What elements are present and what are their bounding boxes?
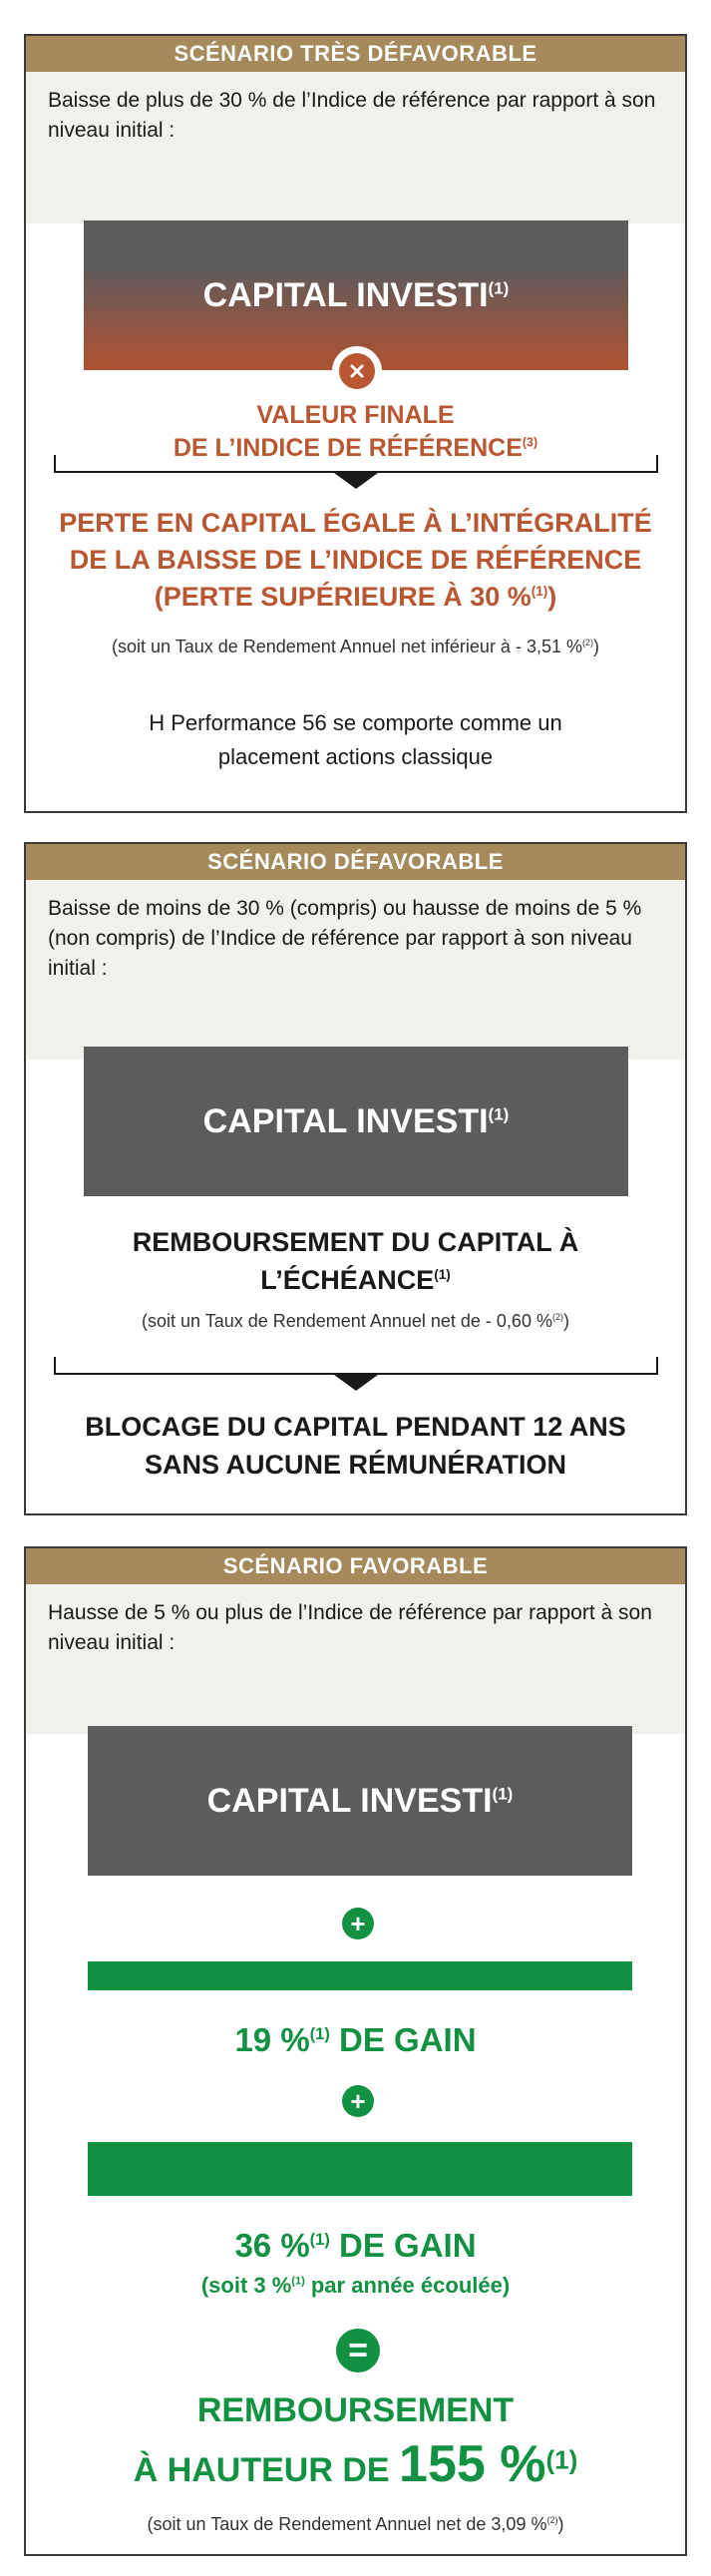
bracket-divider <box>54 455 658 473</box>
final-line-1: VALEUR FINALE <box>256 401 455 429</box>
block-line-1: BLOCAGE DU CAPITAL PENDANT 12 ANS <box>85 1412 626 1442</box>
footnote-ref: (1) <box>291 2275 305 2288</box>
footnote-ref: (1) <box>488 1104 510 1124</box>
capital-loss-text <box>26 505 685 616</box>
rate-text: (soit un Taux de Rendement Annuel net inférieur à - 3,51 % <box>112 637 582 656</box>
x-icon <box>332 346 382 396</box>
capital-blocking-text <box>26 1408 685 1484</box>
plus-symbol: + <box>350 1909 366 1938</box>
plus-symbol: + <box>350 2086 366 2116</box>
footnote-ref: (3) <box>522 435 538 450</box>
scenario-header: SCÉNARIO FAVORABLE <box>26 1548 685 1584</box>
per-year-note <box>26 2273 685 2299</box>
gain-2-text <box>26 2227 685 2265</box>
rate-close: ) <box>592 637 599 656</box>
scenario-unfavorable-card <box>24 842 687 1515</box>
rate-text: (soit un Taux de Rendement Annuel net de - 0,60 % <box>142 1311 552 1331</box>
scenario-description: Baisse de plus de 30 % de l’Indice de référence par rapport à son niveau initial : <box>26 72 685 223</box>
arrow-down-icon <box>334 473 378 489</box>
repay-line-2 <box>26 2434 685 2494</box>
perf-line-1: H Performance 56 se comporte comme un <box>149 710 562 735</box>
bracket-divider <box>54 1357 658 1375</box>
footnote-ref: (2) <box>546 2515 558 2525</box>
footnote-ref: (1) <box>434 1267 451 1282</box>
capital-invested-box <box>84 1047 628 1196</box>
footnote-ref: (1) <box>309 2025 330 2043</box>
repay-value: 155 % <box>399 2435 546 2493</box>
scenario-header: SCÉNARIO TRÈS DÉFAVORABLE <box>26 36 685 72</box>
final-line-2: DE L’INDICE DE RÉFÉRENCE <box>173 434 523 462</box>
repay-line-2: L’ÉCHÉANCE <box>260 1265 435 1295</box>
loss-close: ) <box>547 582 557 612</box>
plus-icon <box>342 2085 374 2117</box>
block-line-2: SANS AUCUNE RÉMUNÉRATION <box>144 1450 566 1480</box>
footnote-ref: (1) <box>531 584 548 599</box>
gain-2-value: 36 % <box>234 2227 310 2264</box>
capital-invested-box <box>88 1726 632 1876</box>
scenario-description: Baisse de moins de 30 % (compris) ou hausse de moins de 5 % (non compris) de l’Indice de référence par rapport à son niveau initial : <box>26 880 685 1060</box>
repay-prefix: À HAUTEUR DE <box>133 2451 400 2489</box>
arrow-down-icon <box>334 1375 378 1391</box>
capital-invested-label: CAPITAL INVESTI <box>202 1102 489 1140</box>
rate-close: ) <box>562 1311 569 1331</box>
gain-2-label: DE GAIN <box>329 2227 477 2264</box>
footnote-ref: (1) <box>492 1784 514 1804</box>
equals-symbol: = <box>348 2332 368 2369</box>
footnote-ref: (2) <box>581 638 593 647</box>
footnote-ref: (1) <box>309 2231 330 2249</box>
capital-repayment-text <box>26 1223 685 1299</box>
repay-line-1: REMBOURSEMENT <box>196 2391 515 2429</box>
scenario-description: Hausse de 5 % ou plus de l’Indice de référence par rapport à son niveau initial : <box>26 1584 685 1734</box>
loss-line-1: PERTE EN CAPITAL ÉGALE À L’INTÉGRALITÉ <box>59 508 652 538</box>
footnote-ref: (2) <box>551 1312 563 1322</box>
gain-1-text <box>26 2021 685 2059</box>
performance-note <box>26 706 685 774</box>
footnote-ref: (1) <box>488 278 510 298</box>
annual-return-note <box>26 1311 685 1332</box>
capital-invested-label: CAPITAL INVESTI <box>206 1782 493 1820</box>
gain-1-value: 19 % <box>234 2021 310 2058</box>
scenario-very-unfavorable-card <box>24 34 687 813</box>
repay-line-1: REMBOURSEMENT DU CAPITAL À <box>132 1227 579 1257</box>
loss-line-2: DE LA BAISSE DE L’INDICE DE RÉFÉRENCE <box>69 545 642 575</box>
gain-bar-2 <box>88 2142 632 2196</box>
perf-line-2: placement actions classique <box>217 744 494 769</box>
per-year-text: (soit 3 % <box>200 2273 292 2298</box>
scenario-header: SCÉNARIO DÉFAVORABLE <box>26 844 685 880</box>
annual-return-note <box>26 637 685 657</box>
footnote-ref: (1) <box>545 2444 578 2475</box>
per-year-tail: par année écoulée) <box>304 2273 511 2298</box>
annual-return-note <box>26 2514 685 2535</box>
capital-invested-label: CAPITAL INVESTI <box>202 276 489 314</box>
plus-icon <box>342 1908 374 1939</box>
rate-text: (soit un Taux de Rendement Annuel net de 3,09 % <box>147 2514 547 2534</box>
equals-icon <box>336 2329 380 2372</box>
loss-line-3: (PERTE SUPÉRIEURE À 30 % <box>154 582 532 612</box>
gain-1-label: DE GAIN <box>329 2021 477 2058</box>
gain-bar-1 <box>88 1961 632 1990</box>
rate-close: ) <box>557 2514 564 2534</box>
scenario-favorable-card <box>24 1546 687 2556</box>
